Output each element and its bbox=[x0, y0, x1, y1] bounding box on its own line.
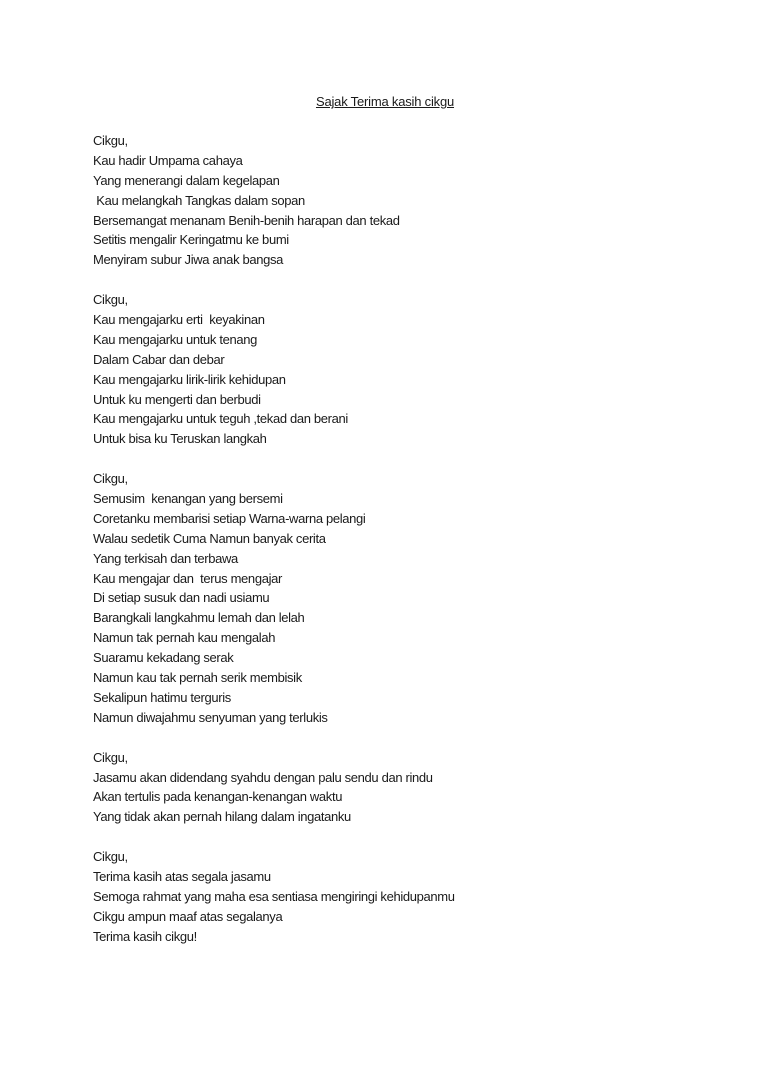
poem-line: Namun kau tak pernah serik membisik bbox=[93, 670, 302, 686]
stanza bbox=[93, 847, 733, 946]
stanza bbox=[93, 748, 733, 828]
poem-line: Terima kasih cikgu! bbox=[93, 928, 197, 944]
poem-line: Kau mengajar dan terus mengajar bbox=[93, 570, 282, 586]
poem-line: Kau mengajarku untuk tenang bbox=[93, 331, 258, 347]
stanza-gap bbox=[93, 827, 733, 847]
poem-line: Namun tak pernah kau mengalah bbox=[93, 630, 276, 646]
poem-line: Kau melangkah Tangkas dalam sopan bbox=[93, 192, 305, 208]
poem-line: Cikgu, bbox=[93, 849, 128, 865]
poem-line: Kau mengajarku erti keyakinan bbox=[93, 312, 265, 328]
poem-line: Sekalipun hatimu terguris bbox=[93, 689, 231, 705]
stanza-gap bbox=[93, 728, 733, 748]
poem-line: Cikgu, bbox=[93, 292, 128, 308]
poem-line: Untuk bisa ku Teruskan langkah bbox=[93, 431, 267, 447]
poem-line: Coretanku membarisi setiap Warna-warna pelangi bbox=[93, 510, 366, 526]
poem-line: Jasamu akan didendang syahdu dengan palu sendu dan rindu bbox=[93, 769, 433, 785]
poem-line: Kau hadir Umpama cahaya bbox=[93, 152, 243, 168]
poem-line: Kau mengajarku lirik-lirik kehidupan bbox=[93, 371, 286, 387]
poem-line: Semusim kenangan yang bersemi bbox=[93, 491, 283, 507]
poem-body bbox=[93, 131, 733, 947]
poem-line: Cikgu, bbox=[93, 749, 128, 765]
poem-line: Menyiram subur Jiwa anak bangsa bbox=[93, 252, 284, 268]
stanza bbox=[93, 469, 733, 728]
poem-line: Akan tertulis pada kenangan-kenangan waktu bbox=[93, 789, 343, 805]
poem-line: Di setiap susuk dan nadi usiamu bbox=[93, 590, 270, 606]
stanza-gap bbox=[93, 270, 733, 290]
stanza bbox=[93, 290, 733, 449]
stanza bbox=[93, 131, 733, 270]
poem-line: Walau sedetik Cuma Namun banyak cerita bbox=[93, 530, 326, 546]
poem-line: Namun diwajahmu senyuman yang terlukis bbox=[93, 709, 328, 725]
poem-line: Kau mengajarku untuk teguh ,tekad dan berani bbox=[93, 411, 348, 427]
poem-line: Untuk ku mengerti dan berbudi bbox=[93, 391, 261, 407]
poem-title: Sajak Terima kasih cikgu bbox=[315, 94, 455, 109]
poem-line: Cikgu, bbox=[93, 471, 128, 487]
poem-line: Yang menerangi dalam kegelapan bbox=[93, 172, 280, 188]
poem-line: Cikgu ampun maaf atas segalanya bbox=[93, 908, 283, 924]
poem-line: Bersemangat menanam Benih-benih harapan dan tekad bbox=[93, 212, 400, 228]
poem-line: Setitis mengalir Keringatmu ke bumi bbox=[93, 232, 289, 248]
poem-line: Yang tidak akan pernah hilang dalam ingatanku bbox=[93, 809, 351, 825]
poem-line: Yang terkisah dan terbawa bbox=[93, 550, 238, 566]
stanza-gap bbox=[93, 449, 733, 469]
poem-line: Suaramu kekadang serak bbox=[93, 650, 234, 666]
poem-line: Dalam Cabar dan debar bbox=[93, 351, 225, 367]
poem-line: Terima kasih atas segala jasamu bbox=[93, 868, 271, 884]
poem-line: Semoga rahmat yang maha esa sentiasa mengiringi kehidupanmu bbox=[93, 888, 455, 904]
poem-line: Barangkali langkahmu lemah dan lelah bbox=[93, 610, 305, 626]
poem-line: Cikgu, bbox=[93, 133, 128, 148]
